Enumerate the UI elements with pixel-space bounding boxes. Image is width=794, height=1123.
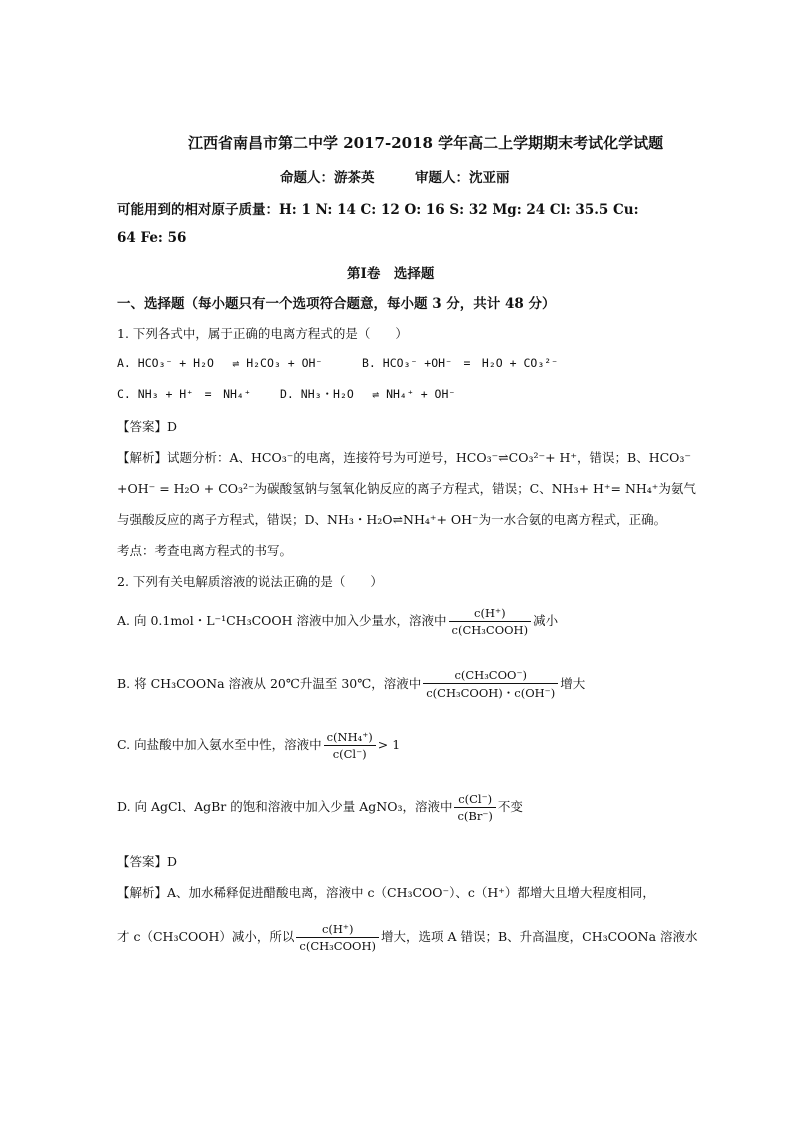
q2-stem: 2. 下列有关电解质溶液的说法正确的是（ ） [117, 574, 383, 589]
fraction-numerator: c(NH₄⁺) [326, 730, 373, 744]
q2-option-c [117, 730, 400, 761]
q1-explanation-4: 考点：考查电离方程式的书写。 [117, 543, 293, 558]
q2-option-d-text: D. 向 AgCl、AgBr 的饱和溶液中加入少量 AgNO₃，溶液中 [117, 799, 453, 814]
q1-option-b: B. HCO₃⁻ +OH⁻ = H₂O + CO₃²⁻ [362, 356, 559, 370]
authors-line: 命题人：游茶英 审题人：沈亚丽 [280, 170, 510, 186]
q1-explanation-1: 【解析】试题分析：A、HCO₃⁻的电离，连接符号为可逆号，HCO₃⁻⇌CO₃²⁻+ H⁺，错误；B、HCO₃⁻ [117, 450, 692, 465]
atomic-mass-line-2: 64 Fe: 56 [117, 230, 187, 246]
q2-option-a-fraction [449, 606, 532, 637]
q2-option-b-fraction [423, 668, 558, 701]
fraction-numerator: c(Cl⁻) [458, 792, 493, 806]
fraction-numerator: c(H⁺) [474, 606, 506, 620]
q2-option-a-suffix: 减小 [533, 613, 559, 628]
section-heading: 一、选择题（每小题只有一个选项符合题意，每小题 3 分，共计 48 分） [117, 296, 556, 312]
q2-explanation-2 [117, 922, 698, 953]
document-title: 江西省南昌市第二中学 2017-2018 学年高二上学期期末考试化学试题 [188, 134, 664, 152]
q1-option-a: A. HCO₃⁻ + H₂O ⇌ H₂CO₃ + OH⁻ [117, 356, 323, 370]
fraction-denominator: c(Br⁻) [454, 807, 495, 823]
q2-option-c-fraction [324, 730, 376, 761]
fraction-denominator: c(CH₃COOH) [449, 621, 532, 637]
q1-option-c: C. NH₃ + H⁺ = NH₄⁺ [117, 387, 251, 401]
q2-explanation-fraction [296, 922, 379, 953]
q1-stem: 1. 下列各式中，属于正确的电离方程式的是（ ） [117, 326, 408, 341]
q1-answer: 【答案】D [117, 419, 178, 434]
volume-title: 第Ⅰ卷 选择题 [347, 266, 435, 282]
q2-explanation-2-suffix: 增大，选项 A 错误；B、升高温度，CH₃COONa 溶液水 [380, 929, 698, 944]
q2-option-b-suffix: 增大 [560, 676, 586, 691]
q2-option-d-fraction [454, 792, 495, 823]
q2-answer: 【答案】D [117, 854, 178, 869]
q2-option-b [117, 668, 585, 701]
fraction-denominator: c(Cl⁻) [324, 745, 376, 761]
atomic-mass-line-1: 可能用到的相对原子质量：H: 1 N: 14 C: 12 O: 16 S: 32 Mg: 24 Cl: 35.5 Cu: [117, 202, 639, 218]
q2-option-d [117, 792, 523, 823]
fraction-numerator: c(CH₃COO⁻) [454, 668, 528, 682]
q2-option-c-text: C. 向盐酸中加入氨水至中性，溶液中 [117, 737, 322, 752]
fraction-numerator: c(H⁺) [321, 922, 354, 936]
q1-explanation-2: +OH⁻ = H₂O + CO₃²⁻为碳酸氢钠与氢氧化钠反应的离子方程式，错误；C、NH₃+ H⁺= NH₄⁺为氨气 [117, 481, 696, 496]
q1-option-d: D. NH₃・H₂O ⇌ NH₄⁺ + OH⁻ [280, 387, 456, 401]
q2-option-a [117, 606, 558, 637]
q2-explanation-2-text: 才 c（CH₃COOH）减小，所以 [117, 929, 295, 944]
q1-explanation-3: 与强酸反应的离子方程式，错误；D、NH₃・H₂O⇌NH₄⁺+ OH⁻为一水合氨的电离方程式，正确。 [117, 512, 667, 527]
fraction-denominator: c(CH₃COOH)・c(OH⁻) [423, 683, 558, 701]
q2-option-a-text: A. 向 0.1mol・L⁻¹CH₃COOH 溶液中加入少量水，溶液中 [117, 613, 447, 628]
q2-explanation-1: 【解析】A、加水稀释促进醋酸电离，溶液中 c（CH₃COO⁻）、c（H⁺）都增大且增大程度相同， [117, 885, 655, 900]
q2-option-c-suffix: > 1 [377, 737, 401, 752]
q2-option-d-suffix: 不变 [497, 799, 523, 814]
fraction-denominator: c(CH₃COOH) [296, 937, 379, 953]
q2-option-b-text: B. 将 CH₃COONa 溶液从 20℃升温至 30℃，溶液中 [117, 676, 422, 691]
